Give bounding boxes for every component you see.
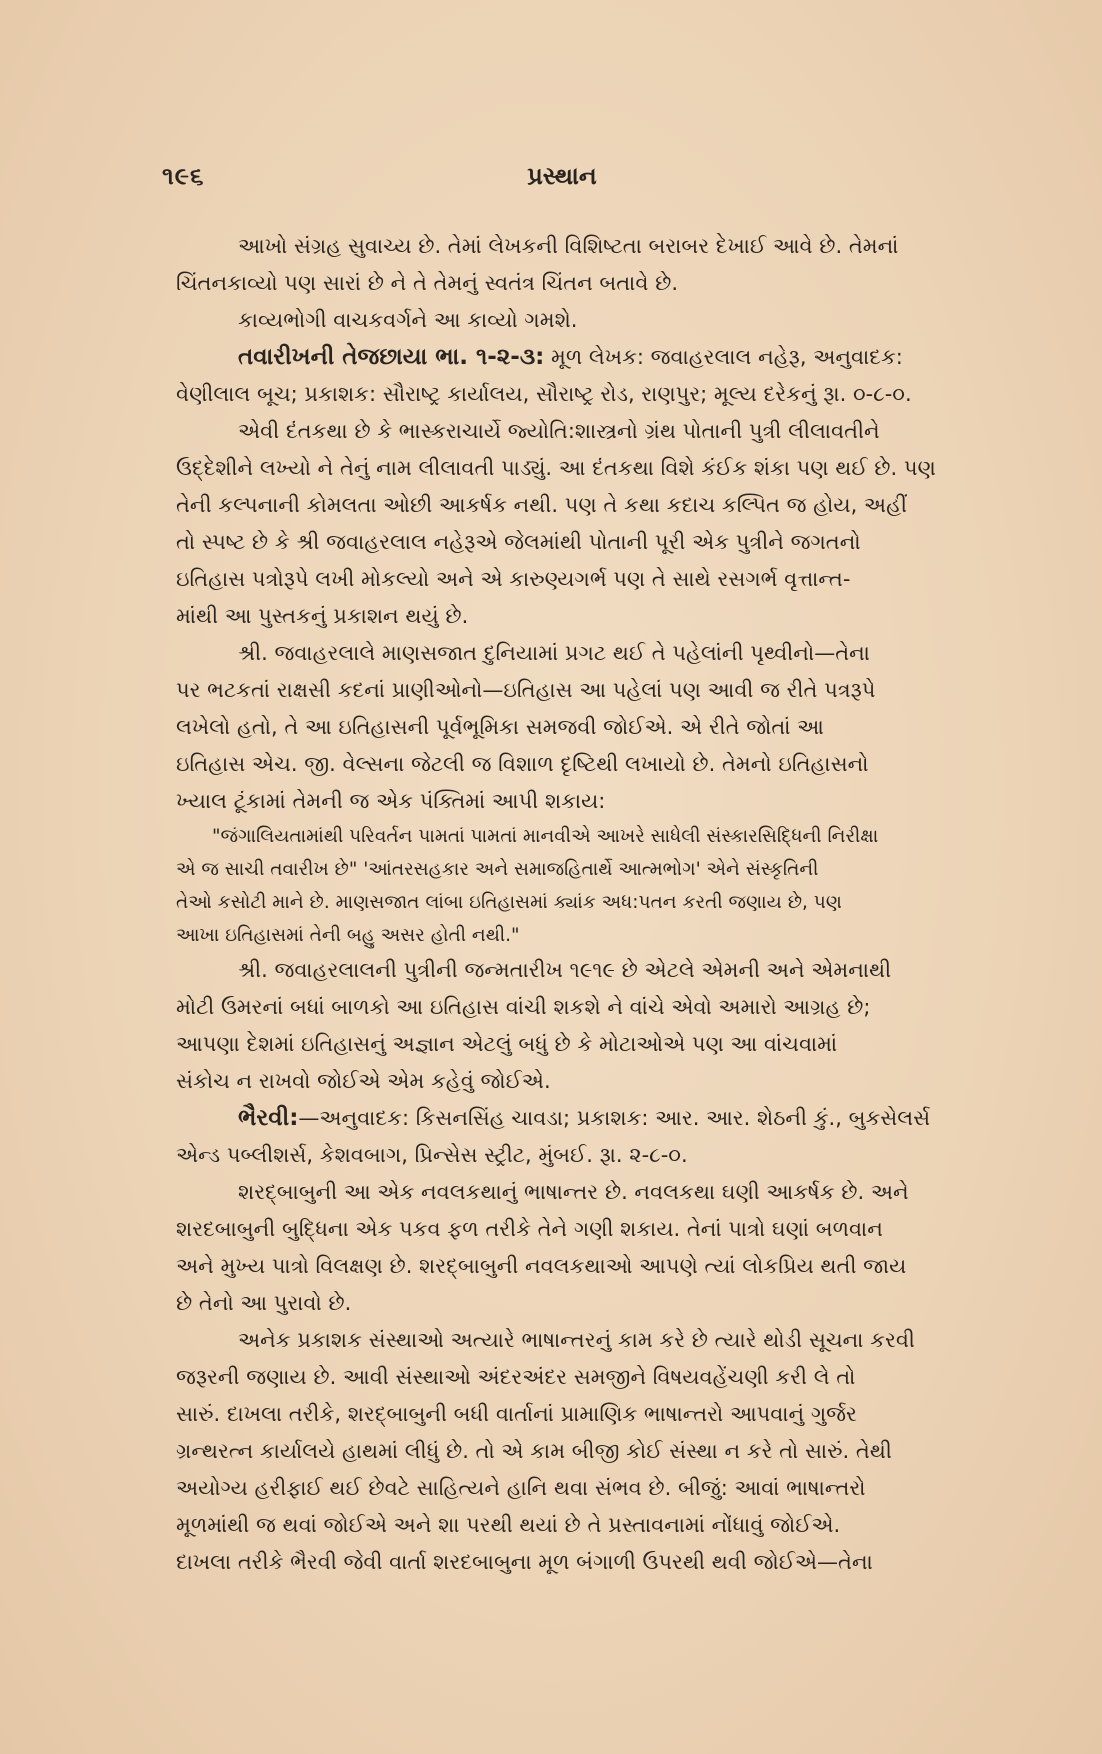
text-line: ઇતિહાસ એચ. જી. વેલ્સના જેટલી જ વિશાળ દૃષ્ટિથી લખાયો છે. તેમનો ઇતિહાસનો [176, 752, 869, 776]
text-line: ચિંતનકાવ્યો પણ સારાં છે ને તે તેમનું સ્વતંત્ર ચિંતન બતાવે છે. [176, 271, 678, 295]
text-line: ખ્યાલ ટૂંકામાં તેમની જ એક પંક્તિમાં આપી શકાય: [176, 789, 606, 813]
quote-line: આખા ઇતિહાસમાં તેની બહુ અસર હોતી નથી." [176, 925, 520, 946]
book-details: —અનુવાદક: કિસનસિંહ ચાવડા; પ્રકાશક: આર. આર. શેઠની કું., બુકસેલર્સ [298, 1106, 931, 1130]
text-line: લખેલો હતો, તે આ ઇતિહાસની પૂર્વભૂમિકા સમજવી જોઈએ. એ રીતે જોતાં આ [176, 715, 824, 739]
text-line: અને મુખ્ય પાત્રો વિલક્ષણ છે. શરદ્બાબુની નવલકથાઓ આપણે ત્યાં લોકપ્રિય થતી જાય [176, 1254, 907, 1278]
text-line: શ્રી. જવાહરલાલે માણસજાત દુનિયામાં પ્રગટ થઈ તે પહેલાંની પૃથ્વીનો—તેના [238, 641, 870, 665]
book-details: મૂળ લેખક: જવાહરલાલ નહેરૂ, અનુવાદક: [544, 345, 903, 369]
text-line: તો સ્પષ્ટ છે કે શ્રી જવાહરલાલ નહેરૂએ જેલમાંથી પોતાની પૂરી એક પુત્રીને જગતનો [176, 530, 861, 554]
text-line: શરદ્બાબુની આ એક નવલકથાનું ભાષાન્તર છે. નવલકથા ઘણી આકર્ષક છે. અને [238, 1180, 909, 1204]
running-title: પ્રસ્થાન [527, 162, 597, 190]
text-line: સંકોચ ન રાખવો જોઈએ એમ કહેવું જોઈએ. [176, 1069, 551, 1093]
text-line: જરૂરની જણાય છે. આવી સંસ્થાઓ અંદરઅંદર સમજીને વિષયવહેંચણી કરી લે તો [176, 1365, 856, 1389]
text-line: માંથી આ પુસ્તકનું પ્રકાશન થયું છે. [176, 604, 469, 628]
quote-line: "જંગાલિયતામાંથી પરિવર્તન પામતાં પામતાં માનવીએ આખરે સાધેલી સંસ્કારસિદ્ધિની નિરીક્ષા [212, 826, 879, 847]
book-title: તવારીખની તેજછાયા ભા. ૧-૨-૩: [238, 344, 545, 370]
text-line: અનેક પ્રકાશક સંસ્થાઓ અત્યારે ભાષાન્તરનું કામ કરે છે ત્યારે થોડી સૂચના કરવી [238, 1328, 915, 1352]
book-title: ભૈરવી: [238, 1105, 299, 1131]
text-line: એન્ડ પબ્લીશર્સ, કેશવબાગ, પ્રિન્સેસ સ્ટ્રીટ, મુંબઈ. રૂા. ૨-૮-૦. [176, 1143, 688, 1167]
text-line: મૂળમાંથી જ થવાં જોઈએ અને શા પરથી થયાં છે તે પ્રસ્તાવનામાં નોંધાવું જોઈએ. [176, 1513, 841, 1537]
text-line: આખો સંગ્રહ સુવાચ્ય છે. તેમાં લેખકની વિશિષ્ટતા બરાબર દેખાઈ આવે છે. તેમનાં [238, 234, 899, 258]
text-line: વેણીલાલ બૂચ; પ્રકાશક: સૌરાષ્ટ્ર કાર્યાલય, સૌરાષ્ટ્ર રોડ, રાણપુર; મૂલ્ય દરેકનું રૂા. ૦-૮-૦. [176, 382, 912, 406]
page-body [176, 228, 1081, 1581]
page-header [162, 162, 962, 202]
text-line: અયોગ્ય હરીફાઈ થઈ છેવટે સાહિત્યને હાનિ થવા સંભવ છે. બીજું: આવાં ભાષાન્તરો [176, 1476, 866, 1500]
review-heading-line [176, 1100, 1081, 1137]
text-line: સારું. દાખલા તરીકે, શરદ્બાબુની બધી વાર્તાનાં પ્રામાણિક ભાષાન્તરો આપવાનું ગુર્જર [176, 1402, 857, 1426]
text-line: એવી દંતકથા છે કે ભાસ્કરાચાર્યે જ્યોતિ:શાસ્ત્રનો ગ્રંથ પોતાની પુત્રી લીલાવતીને [238, 419, 880, 443]
quote-line: એ જ સાચી તવારીખ છે" 'આંતરસહકાર અને સમાજહિતાર્થે આત્મભોગ' એને સંસ્કૃતિની [176, 859, 819, 880]
text-line: ગ્રન્થરત્ન કાર્યાલયે હાથમાં લીધું છે. તો એ કામ બીજી કોઈ સંસ્થા ન કરે તો સારું. તેથી [176, 1439, 892, 1463]
text-line: આપણા દેશમાં ઇતિહાસનું અજ્ઞાન એટલું બધું છે કે મોટાઓએ પણ આ વાંચવામાં [176, 1032, 838, 1056]
page-number: ૧૯૬ [162, 162, 205, 190]
quote-line: તેઓ કસોટી માને છે. માણસજાત લાંબા ઇતિહાસમાં ક્યાંક અધ:પતન કરતી જણાય છે, પણ [176, 892, 842, 913]
text-line: શરદબાબુની બુદ્ધિના એક પકવ ફળ તરીકે તેને ગણી શકાય. તેનાં પાત્રો ઘણાં બળવાન [176, 1217, 883, 1241]
text-line: મોટી ઉમરનાં બધાં બાળકો આ ઇતિહાસ વાંચી શકશે ને વાંચે એવો અમારો આગ્રહ છે; [176, 995, 871, 1019]
text-line: પર ભટકતાં રાક્ષસી કદનાં પ્રાણીઓનો—ઇતિહાસ આ પહેલાં પણ આવી જ રીતે પત્રરૂપે [176, 678, 876, 702]
text-line: શ્રી. જવાહરલાલની પુત્રીની જન્મતારીખ ૧૯૧૯ છે એટલે એમની અને એમનાથી [238, 958, 892, 982]
text-line: ઇતિહાસ પત્રોરૂપે લખી મોકલ્યો અને એ કારુણ્યગર્ભ પણ તે સાથે રસગર્ભ વૃત્તાન્ત- [176, 567, 851, 591]
text-line: દાખલા તરીકે ભૈરવી જેવી વાર્તા શરદબાબુના મૂળ બંગાળી ઉપરથી થવી જોઈએ—તેના [176, 1550, 873, 1574]
text-line: ઉદ્દેશીને લખ્યો ને તેનું નામ લીલાવતી પાડ્યું. આ દંતકથા વિશે કંઈક શંકા પણ થઈ છે. પણ [176, 456, 936, 480]
review-heading-line [176, 339, 1081, 376]
text-line: છે તેનો આ પુરાવો છે. [176, 1291, 352, 1315]
text-line: કાવ્યભોગી વાચકવર્ગને આ કાવ્યો ગમશે. [238, 308, 578, 332]
text-line: તેની કલ્પનાની કોમલતા ઓછી આકર્ષક નથી. પણ તે કથા કદાચ કલ્પિત જ હોય, અહીં [176, 493, 908, 517]
